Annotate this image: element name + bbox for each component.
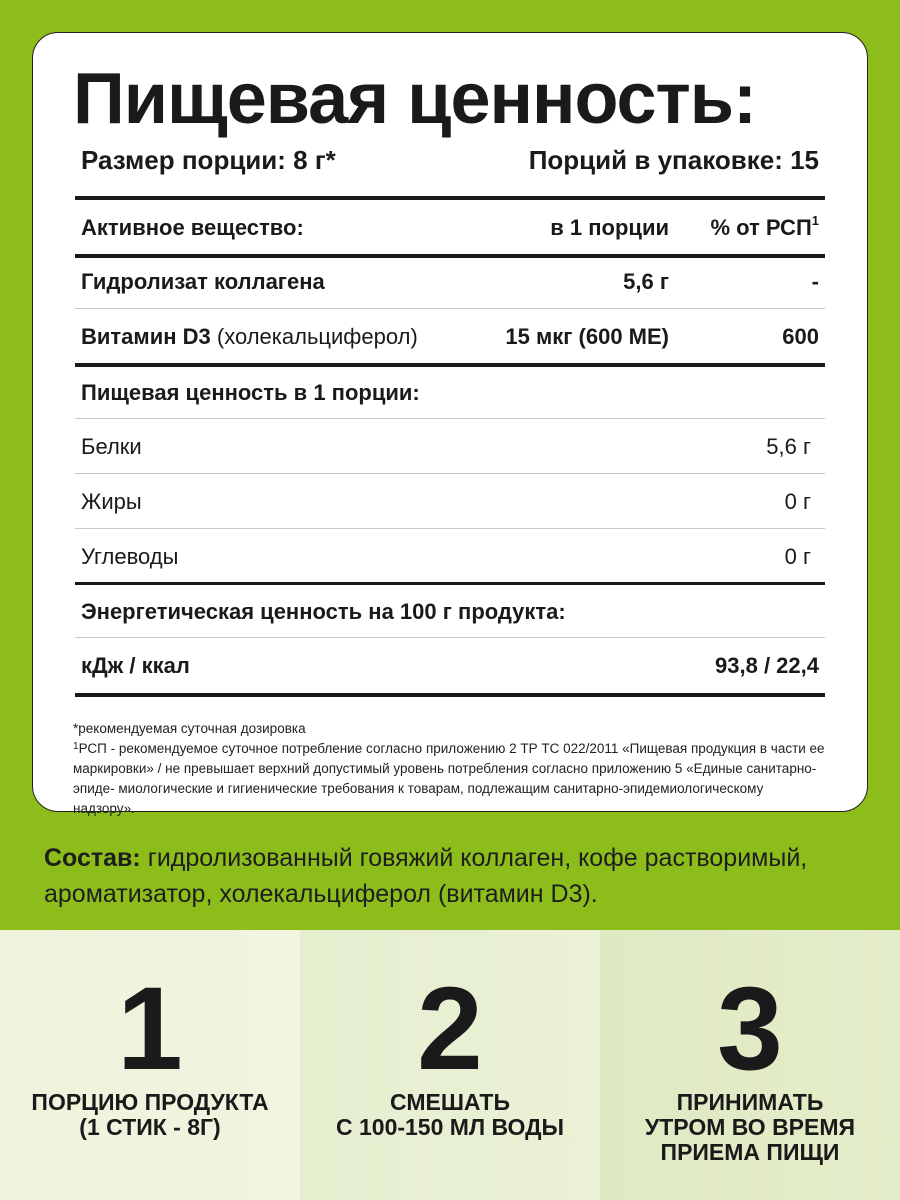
active-name: Гидролизат коллагена xyxy=(81,268,325,294)
step-3 xyxy=(600,930,900,1200)
step-text: ПОРЦИЮ ПРОДУКТА (1 СТИК - 8Г) xyxy=(31,1089,269,1140)
active-percent: 600 xyxy=(782,323,819,349)
footnote-rsp: $^1$РСП - рекомендуемое суточное потребление согласно приложению 2 ТР ТС 022/2011 «Пищевая продукция в части ее маркировки» / не превышает верхний допустимый уровень потребления согласно приложению 5 «Единые санитарно-эпиде- миологические и гигиенические требования к товарам, подлежащим санитарно-эпидемиологическому надзору». xyxy=(73,741,825,816)
step-number: 1 xyxy=(117,963,183,1095)
step-2 xyxy=(300,930,600,1200)
table-row xyxy=(81,419,819,474)
composition-label: Состав: xyxy=(44,844,141,872)
table-row xyxy=(81,529,819,584)
serving-info xyxy=(81,145,819,176)
macro-name: Жиры xyxy=(81,488,142,514)
usage-steps xyxy=(0,930,900,1200)
active-name: Витамин D3 (холекальциферол) xyxy=(81,323,418,349)
nutrition-title: Пищевая ценность: xyxy=(73,59,757,139)
step-text: СМЕШАТЬ С 100-150 МЛ ВОДЫ xyxy=(335,1089,564,1140)
per-serving-title: Пищевая ценность в 1 порции: xyxy=(81,379,420,405)
table-row xyxy=(81,638,819,693)
table-row xyxy=(81,254,819,309)
macro-name: Белки xyxy=(81,433,142,459)
footnotes xyxy=(73,719,827,819)
table-row xyxy=(81,474,819,529)
energy-title: Энергетическая ценность на 100 г продукта: xyxy=(81,598,566,624)
macro-value: 0 г xyxy=(784,488,811,514)
nutrition-card xyxy=(32,32,868,816)
step-number: 3 xyxy=(717,963,783,1095)
composition xyxy=(44,840,874,912)
table-row xyxy=(81,309,819,364)
active-amount: 15 мкг (600 МЕ) xyxy=(505,323,669,349)
divider-thick xyxy=(75,693,825,697)
macro-value: 5,6 г xyxy=(766,433,811,459)
servings-per-pack: Порций в упаковке: 15 xyxy=(528,145,819,175)
header-per-serving: в 1 порции xyxy=(550,214,669,240)
composition-text: гидролизованный говяжий коллаген, кофе растворимый, ароматизатор, холекальциферол (витамин D3). xyxy=(44,844,808,908)
step-1 xyxy=(0,930,300,1200)
footnote-dosage: *рекомендуемая суточная дозировка xyxy=(73,721,306,736)
header-active: Активное вещество: xyxy=(81,214,304,240)
energy-value: 93,8 / 22,4 xyxy=(715,652,819,678)
serving-size: Размер порции: 8 г* xyxy=(81,145,336,175)
step-number: 2 xyxy=(417,963,483,1095)
header-percent: % от РСП$^1$ xyxy=(710,212,819,240)
active-percent: - xyxy=(811,268,819,294)
step-text: ПРИНИМАТЬ УТРОМ ВО ВРЕМЯ ПРИЕМА ПИЩИ xyxy=(644,1089,856,1165)
macro-name: Углеводы xyxy=(81,543,179,569)
macro-value: 0 г xyxy=(784,543,811,569)
table-header-row xyxy=(81,200,819,255)
energy-name: кДж / ккал xyxy=(81,652,190,678)
active-amount: 5,6 г xyxy=(623,268,669,294)
